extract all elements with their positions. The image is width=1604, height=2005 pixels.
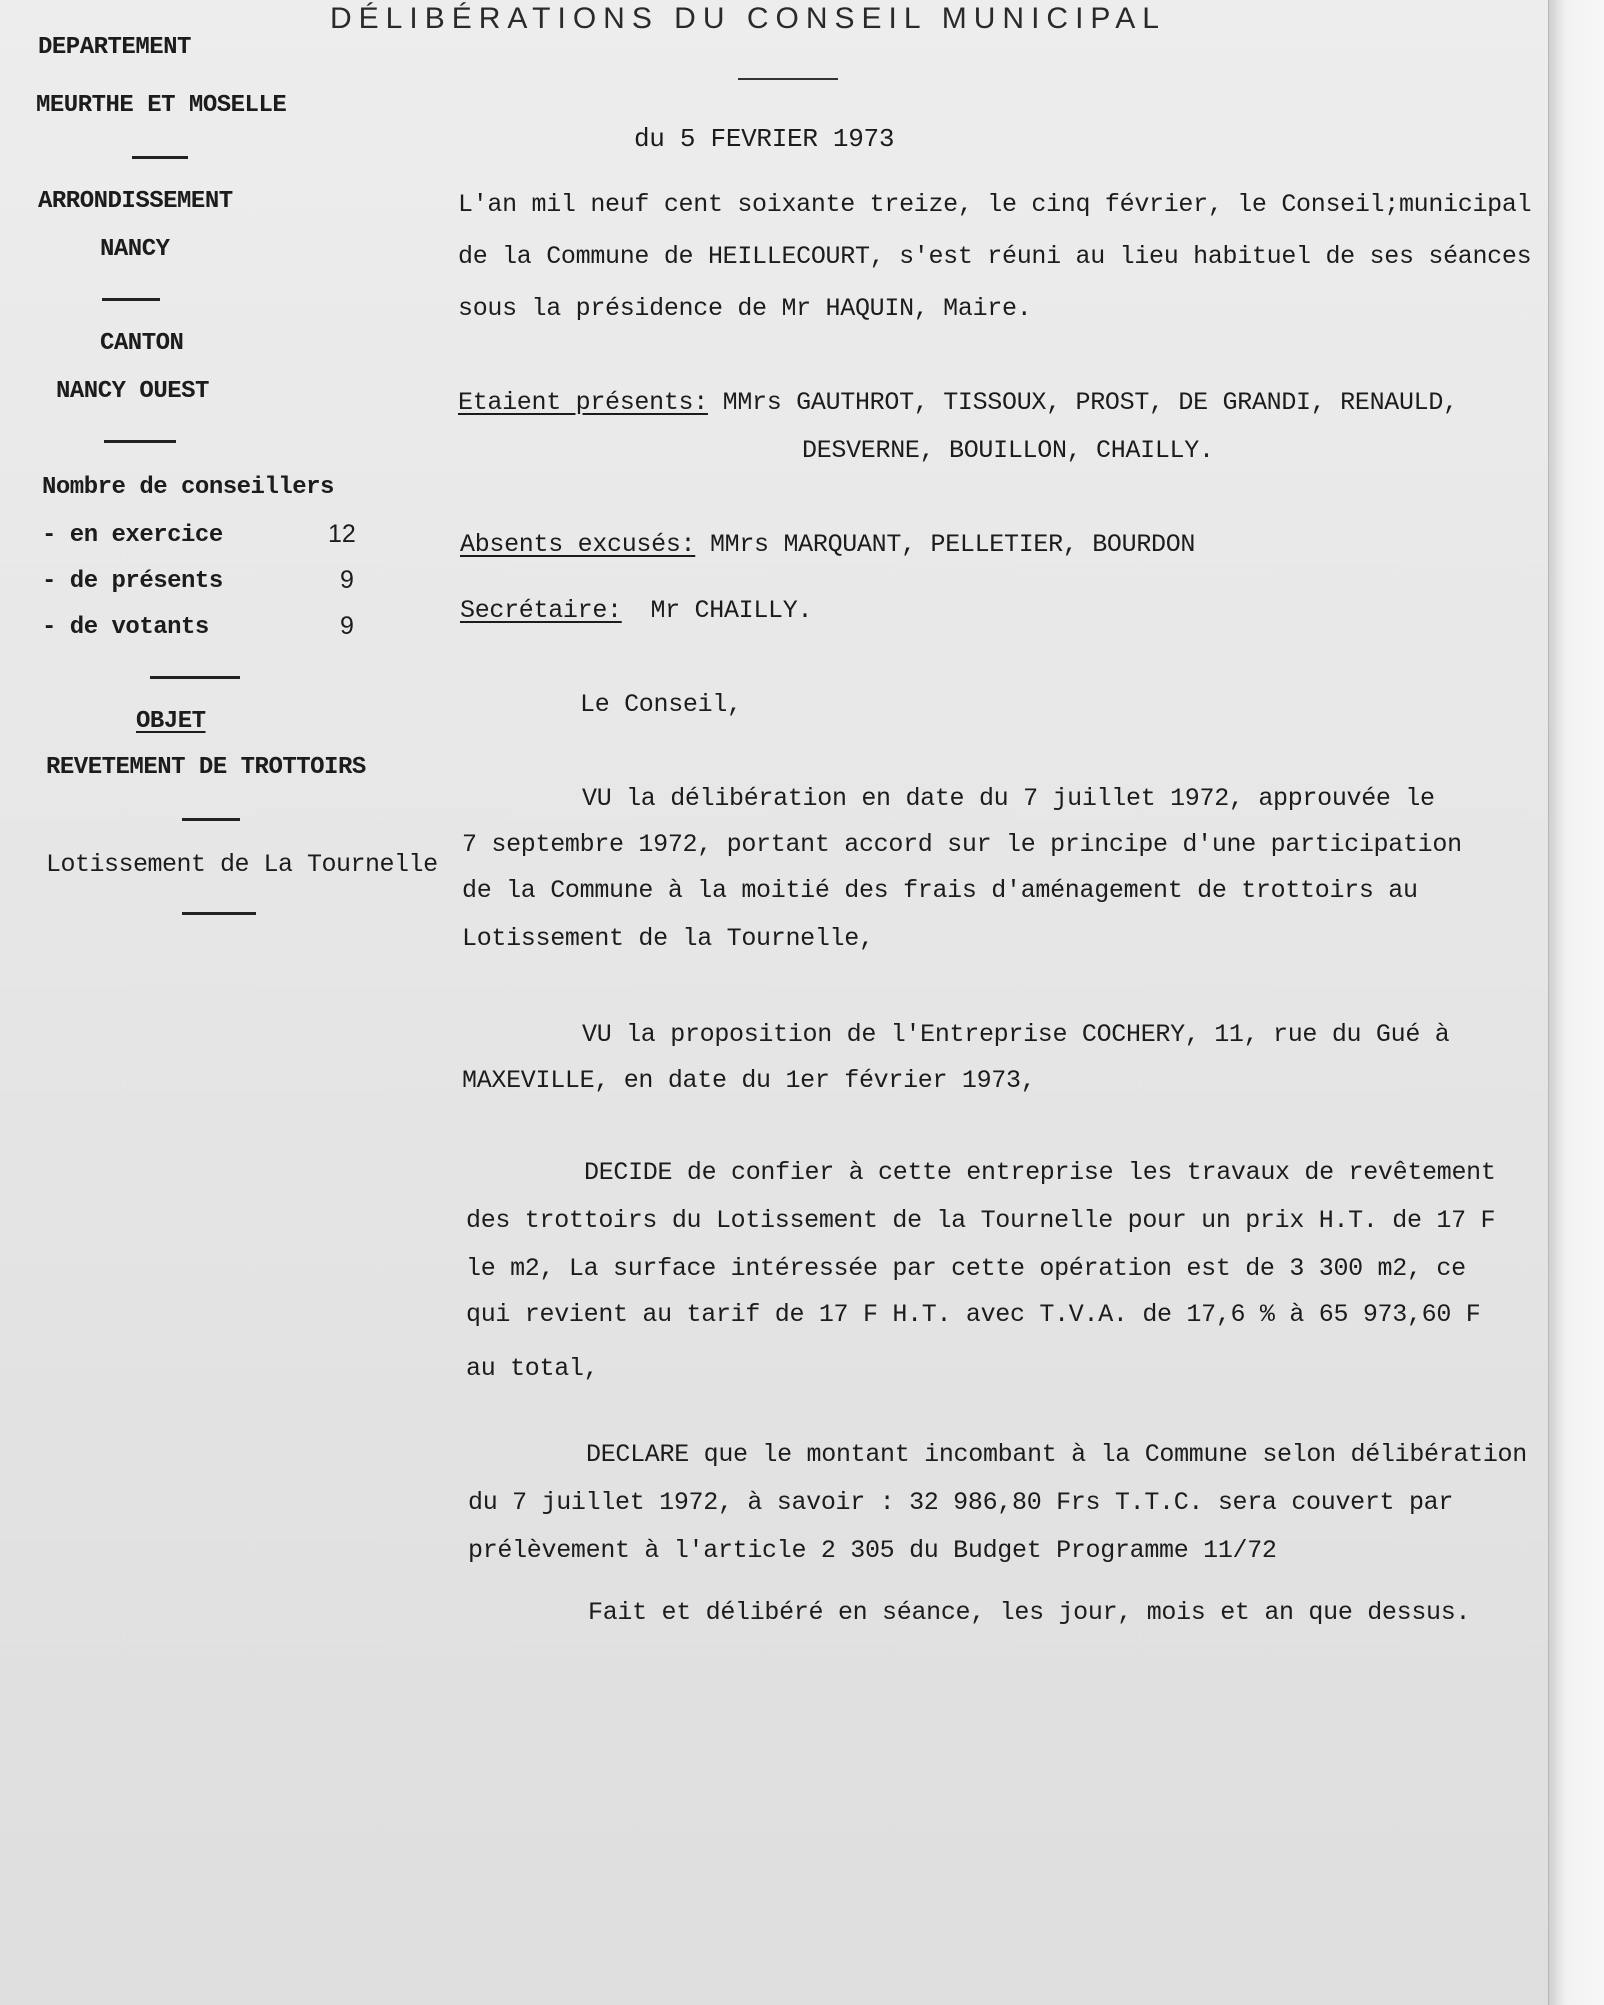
- absents-label: Absents excusés:: [460, 530, 696, 559]
- count-value: 9: [340, 612, 354, 640]
- count-label: - de présents: [42, 568, 223, 595]
- nombre-conseillers-label: Nombre de conseillers: [42, 474, 334, 501]
- decide-line: au total,: [466, 1354, 599, 1383]
- decide-line: le m2, La surface intéressée par cette opération est de 3 300 m2, ce: [466, 1254, 1466, 1283]
- declare-line: prélèvement à l'article 2 305 du Budget Programme 11/72: [468, 1536, 1277, 1565]
- conseil-heading: Le Conseil,: [580, 690, 742, 719]
- decide-line: qui revient au tarif de 17 F H.T. avec T.V.A. de 17,6 % à 65 973,60 F: [466, 1300, 1481, 1329]
- presents-line: [458, 388, 1458, 417]
- decide-line: DECIDE de confier à cette entreprise les travaux de revêtement: [584, 1158, 1496, 1187]
- presents-label: Etaient présents:: [458, 388, 708, 417]
- page-edge: [1548, 0, 1604, 2005]
- count-value: 9: [340, 566, 354, 594]
- page-title: DÉLIBÉRATIONS DU CONSEIL MUNICIPAL: [330, 2, 1166, 35]
- count-label: - de votants: [42, 614, 209, 641]
- margin-divider: [104, 440, 176, 443]
- canton-label: CANTON: [100, 330, 184, 357]
- title-divider: [738, 78, 838, 80]
- vu1-line: 7 septembre 1972, portant accord sur le principe d'une participation: [462, 830, 1462, 859]
- vu2-line: VU la proposition de l'Entreprise COCHERY, 11, rue du Gué à: [582, 1020, 1450, 1049]
- closing-statement: Fait et délibéré en séance, les jour, mois et an que dessus.: [588, 1598, 1471, 1627]
- intro-line: de la Commune de HEILLECOURT, s'est réuni au lieu habituel de ses séances: [458, 242, 1532, 271]
- absents-line: [460, 530, 1195, 559]
- count-label: - en exercice: [42, 522, 223, 549]
- absents-names: MMrs MARQUANT, PELLETIER, BOURDON: [709, 530, 1196, 559]
- margin-divider: [150, 676, 240, 679]
- vu1-line: de la Commune à la moitié des frais d'aménagement de trottoirs au: [462, 876, 1418, 905]
- objet-label: OBJET: [136, 708, 206, 735]
- count-value: 12: [328, 520, 356, 548]
- objet-subtitle: Lotissement de La Tournelle: [46, 850, 438, 879]
- canton-value: NANCY OUEST: [56, 378, 209, 405]
- declare-line: du 7 juillet 1972, à savoir : 32 986,80 Frs T.T.C. sera couvert par: [468, 1488, 1454, 1517]
- secretaire-name: Mr CHAILLY.: [650, 596, 813, 625]
- intro-line: L'an mil neuf cent soixante treize, le cinq février, le Conseil;municipal: [458, 190, 1532, 219]
- arrondissement-label: ARRONDISSEMENT: [38, 188, 233, 215]
- declare-line: DECLARE que le montant incombant à la Commune selon délibération: [586, 1440, 1527, 1469]
- departement-value: MEURTHE ET MOSELLE: [36, 92, 287, 119]
- margin-divider: [102, 298, 160, 301]
- presents-names: MMrs GAUTHROT, TISSOUX, PROST, DE GRANDI, RENAULD,: [722, 388, 1458, 417]
- decide-line: des trottoirs du Lotissement de la Tournelle pour un prix H.T. de 17 F: [466, 1206, 1496, 1235]
- intro-line: sous la présidence de Mr HAQUIN, Maire.: [458, 294, 1032, 323]
- secretaire-line: [460, 596, 812, 625]
- margin-divider: [182, 818, 240, 821]
- margin-divider: [132, 156, 188, 159]
- margin-divider: [182, 912, 256, 915]
- departement-label: DEPARTEMENT: [38, 34, 191, 61]
- vu2-line: MAXEVILLE, en date du 1er février 1973,: [462, 1066, 1036, 1095]
- vu1-line: VU la délibération en date du 7 juillet 1972, approuvée le: [582, 784, 1435, 813]
- secretaire-label: Secrétaire:: [460, 596, 622, 625]
- session-date: du 5 FEVRIER 1973: [634, 124, 895, 154]
- presents-names-continued: DESVERNE, BOUILLON, CHAILLY.: [802, 436, 1214, 465]
- vu1-line: Lotissement de la Tournelle,: [462, 924, 874, 953]
- objet-title: REVETEMENT DE TROTTOIRS: [46, 754, 366, 781]
- arrondissement-value: NANCY: [100, 236, 170, 263]
